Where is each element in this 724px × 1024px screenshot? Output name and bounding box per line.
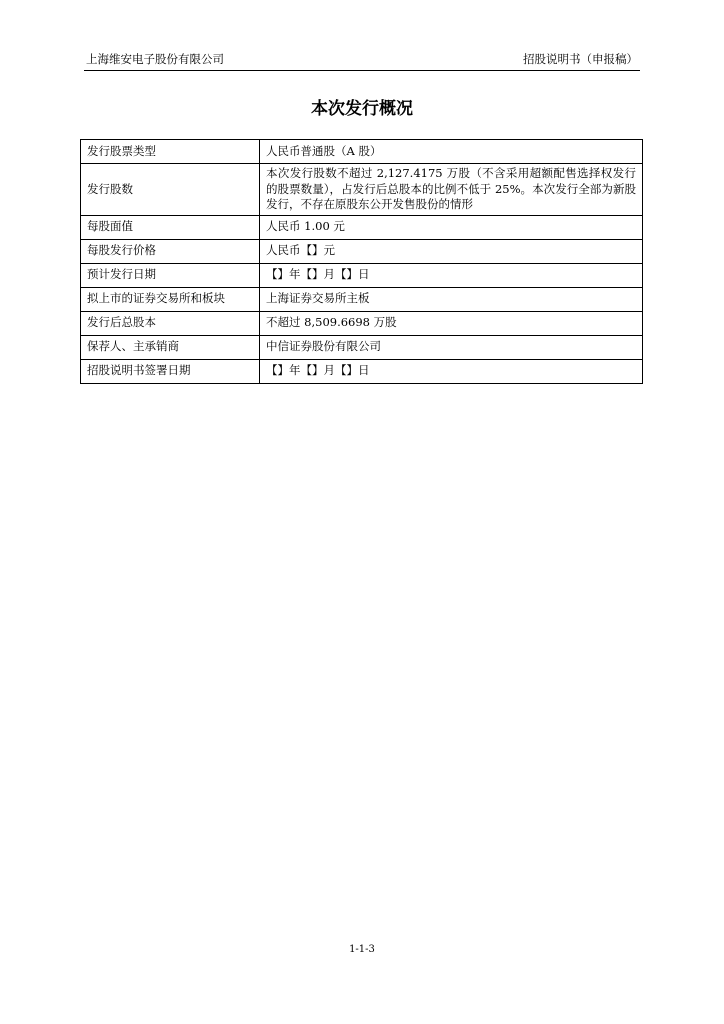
row-label: 保荐人、主承销商 [81,335,260,359]
table-row [81,140,643,164]
page-title: 本次发行概况 [311,99,413,119]
row-value: 不超过 8,509.6698 万股 [260,311,643,335]
table-row [81,287,643,311]
row-value: 人民币 1.00 元 [260,215,643,239]
row-value: 【】年【】月【】日 [260,359,643,383]
row-value: 人民币【】元 [260,239,643,263]
header-document-type: 招股说明书（申报稿） [523,52,638,66]
table-row [81,215,643,239]
row-value: 本次发行股数不超过 2,127.4175 万股（不含采用超额配售选择权发行的股票数量），占发行后总股本的比例不低于 25%。本次发行全部为新股发行，不存在原股东公开发售股份的情形 [260,164,643,216]
row-label: 发行股票类型 [81,140,260,164]
page-header [84,51,640,71]
table-row [81,359,643,383]
offering-overview-table [80,139,643,384]
table-row [81,263,643,287]
row-label: 每股面值 [81,215,260,239]
row-label: 招股说明书签署日期 [81,359,260,383]
header-company-name: 上海维安电子股份有限公司 [86,52,224,66]
row-value: 中信证券股份有限公司 [260,335,643,359]
table-row [81,164,643,216]
row-value: 上海证券交易所主板 [260,287,643,311]
row-value: 【】年【】月【】日 [260,263,643,287]
table-row [81,239,643,263]
row-label: 发行后总股本 [81,311,260,335]
row-label: 拟上市的证券交易所和板块 [81,287,260,311]
table-row [81,311,643,335]
page-number: 1-1-3 [349,944,375,955]
row-value: 人民币普通股（A 股） [260,140,643,164]
row-label: 预计发行日期 [81,263,260,287]
table-row [81,335,643,359]
row-label: 每股发行价格 [81,239,260,263]
row-label: 发行股数 [81,164,260,216]
